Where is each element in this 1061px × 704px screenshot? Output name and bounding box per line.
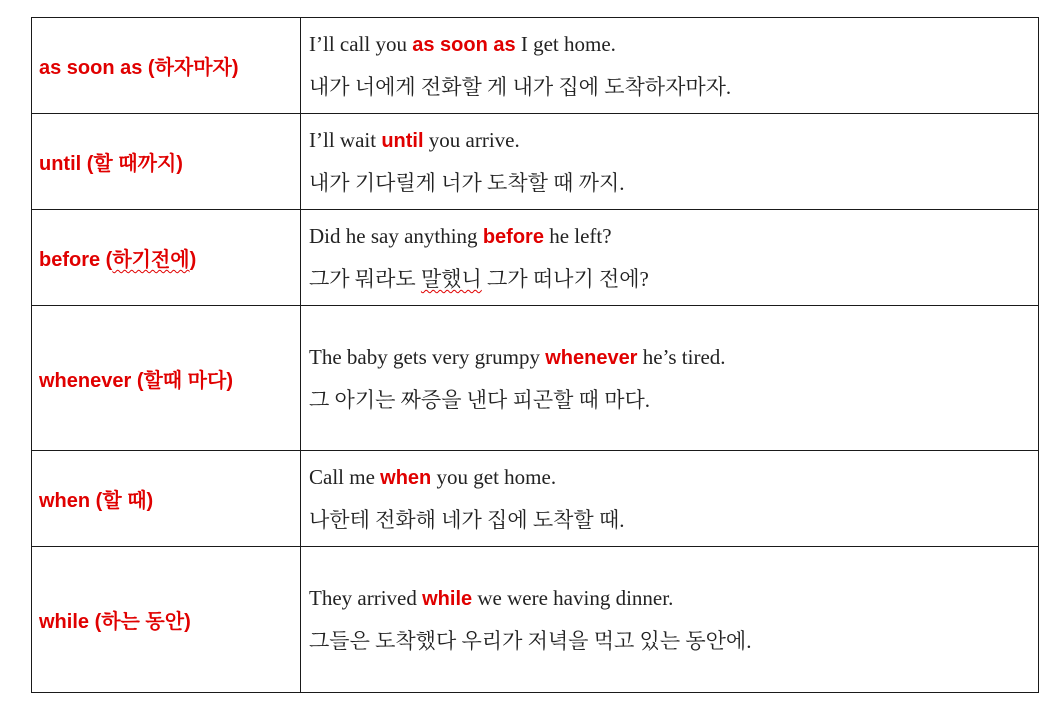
sentence-text: we were having dinner. [472, 586, 674, 610]
table-row [32, 18, 1039, 114]
sentence-text: I’ll wait [309, 128, 382, 152]
korean-translation: 내가 너에게 전화할 게 내가 집에 도착하자마자. [309, 75, 732, 99]
korean-translation: 나한테 전화해 네가 집에 도착할 때. [309, 508, 625, 532]
keyword-highlight: as soon as [412, 34, 516, 56]
sentence-text: They arrived [309, 586, 423, 610]
term-text: before ( [39, 249, 113, 271]
conjunction-term: as soon as (하자마자) [32, 18, 301, 114]
sentence-text: Did he say anything [309, 224, 483, 248]
conjunction-term: until (할 때까지) [32, 114, 301, 210]
english-sentence [309, 30, 1038, 59]
conjunction-table [31, 17, 1039, 693]
keyword-highlight: before [482, 226, 544, 248]
korean-translation [309, 265, 1038, 293]
example-cell [301, 306, 1039, 451]
english-sentence [309, 584, 1038, 613]
english-sentence [309, 343, 1038, 372]
sentence-text: you arrive. [423, 128, 520, 152]
keyword-highlight: when [380, 467, 432, 489]
keyword-highlight: while [422, 588, 473, 610]
sentence-text: The baby gets very grumpy [309, 344, 546, 369]
english-sentence [309, 222, 1038, 251]
table-row [32, 210, 1039, 306]
sentence-text: 그가 뭐라도 [309, 267, 421, 291]
keyword-highlight: whenever [545, 346, 638, 369]
conjunction-term: when (할 때) [32, 451, 301, 547]
term-text: ) [189, 249, 197, 271]
conjunction-term: whenever (할때 마다) [32, 306, 301, 451]
example-cell [301, 114, 1039, 210]
example-cell [301, 18, 1039, 114]
example-cell [301, 451, 1039, 547]
sentence-text: I’ll call you [309, 32, 413, 56]
korean-translation: 그 아기는 짜증을 낸다 피곤할 때 마다. [309, 387, 651, 412]
sentence-text: Call me [309, 465, 381, 489]
korean-translation: 내가 기다릴게 너가 도착할 때 까지. [309, 171, 625, 195]
conjunction-term: while (하는 동안) [32, 547, 301, 693]
table-row [32, 547, 1039, 693]
sentence-text: he left? [543, 224, 612, 248]
english-sentence [309, 463, 1038, 492]
spellcheck-underline: 말했니 [420, 267, 482, 291]
table-row [32, 114, 1039, 210]
spellcheck-underline: 하기전에 [112, 249, 190, 271]
sentence-text: I get home. [515, 32, 616, 56]
table-row [32, 306, 1039, 451]
keyword-highlight: until [381, 130, 424, 152]
korean-translation: 그들은 도착했다 우리가 저녁을 먹고 있는 동안에. [309, 629, 752, 653]
english-sentence [309, 126, 1038, 155]
conjunction-term [32, 210, 301, 306]
example-cell [301, 210, 1039, 306]
sentence-text: 그가 떠나기 전에? [481, 267, 649, 291]
sentence-text: he’s tired. [637, 344, 726, 369]
sentence-text: you get home. [431, 465, 557, 489]
example-cell [301, 547, 1039, 693]
table-row [32, 451, 1039, 547]
